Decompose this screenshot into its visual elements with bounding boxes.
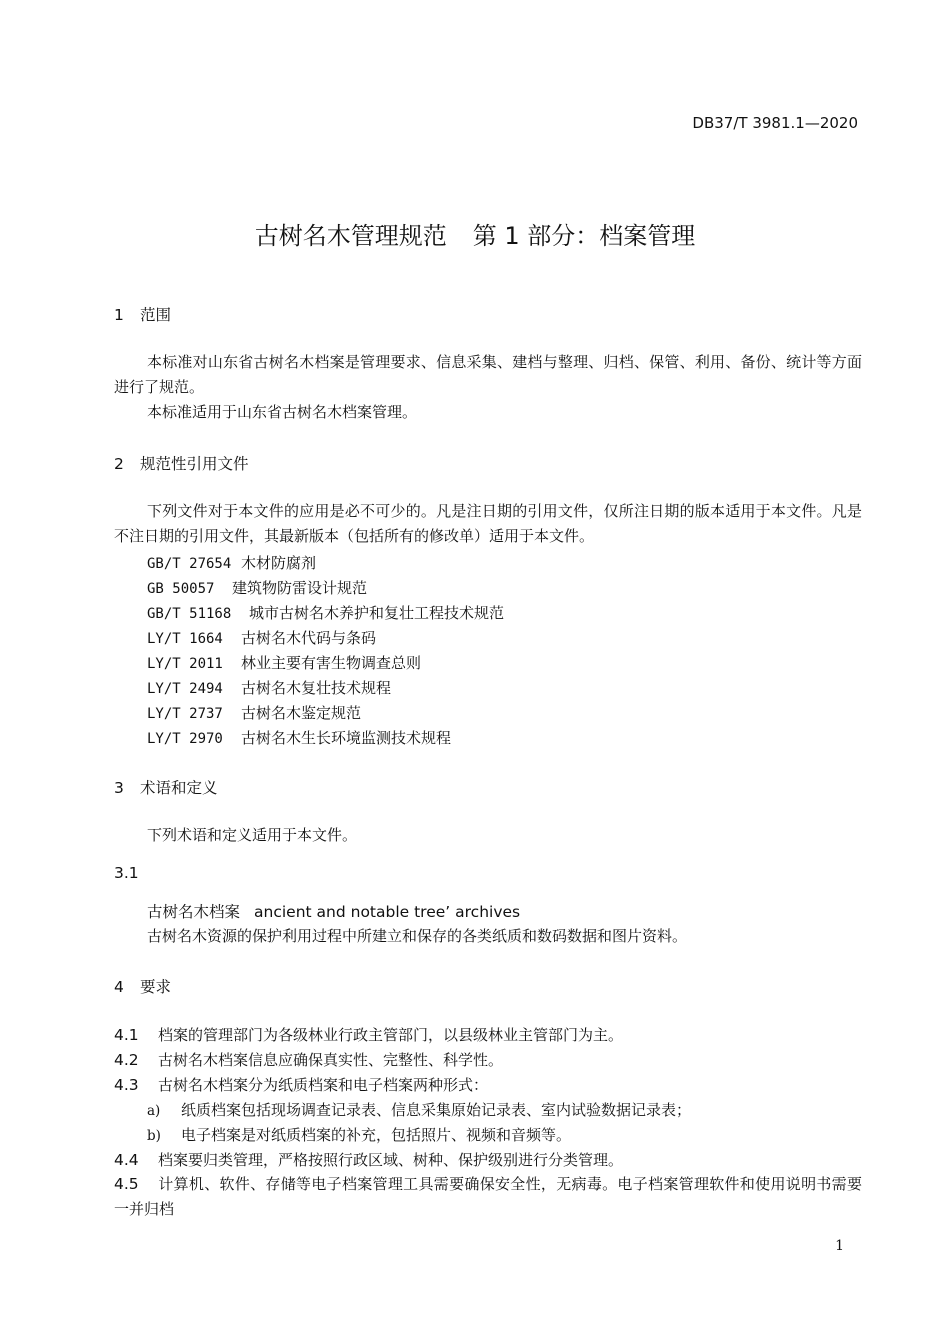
list-item: b) 电子档案是对纸质档案的补充，包括照片、视频和音频等。 [147,1126,572,1144]
title-part: 第 1 部分：档案管理 [472,222,696,250]
section-heading-normative-references: 2 规范性引用文件 [114,455,249,473]
reference-item: LY/T 2494 古树名木复壮技术规程 [147,679,392,697]
reference-item: LY/T 1664 古树名木代码与条码 [147,629,377,647]
term-chinese: 古树名木档案 [147,903,241,921]
document-title [0,216,950,251]
requirement-clause: 4.4 档案要归类管理，严格按照行政区域、树种、保护级别进行分类管理。 [114,1151,624,1169]
reference-item: LY/T 2737 古树名木鉴定规范 [147,704,362,722]
references-intro: 下列文件对于本文件的应用是必不可少的。凡是注日期的引用文件，仅所注日期的版本适用于本文件。凡是不注日期的引用文件，其最新版本（包括所有的修改单）适用于本文件。 [114,502,862,545]
section-heading-scope: 1 范围 [114,306,172,324]
reference-item: GB/T 51168 城市古树名木养护和复壮工程技术规范 [147,604,505,622]
term-number: 3.1 [114,864,139,882]
requirement-clause: 4.3 古树名木档案分为纸质档案和电子档案两种形式： [114,1076,489,1094]
reference-item: GB/T 27654 木材防腐剂 [147,554,317,572]
reference-item: LY/T 2011 林业主要有害生物调查总则 [147,654,422,672]
term-definition: 古树名木资源的保护利用过程中所建立和保存的各类纸质和数码数据和图片资料。 [147,927,688,945]
term-entry [147,900,520,922]
list-item: a) 纸质档案包括现场调查记录表、信息采集原始记录表、室内试验数据记录表； [147,1101,692,1119]
requirement-clause: 4.5 计算机、软件、存储等电子档案管理工具需要确保安全性，无病毒。电子档案管理软件和使用说明书需要一并归档 [114,1175,862,1218]
section-heading-terms: 3 术语和定义 [114,779,218,797]
page-number: 1 [835,1238,844,1254]
title-main: 古树名木管理规范 [254,222,447,250]
reference-item: GB 50057 建筑物防雷设计规范 [147,579,368,597]
standard-code: DB37/T 3981.1—2020 [692,114,858,132]
terms-intro: 下列术语和定义适用于本文件。 [147,826,358,844]
term-english: ancient and notable tree’ archives [254,903,521,921]
scope-paragraph-1: 本标准对山东省古树名木档案是管理要求、信息采集、建档与整理、归档、保管、利用、备份、统计等方面进行了规范。 [114,353,862,396]
section-heading-requirements: 4 要求 [114,978,172,996]
requirement-clause: 4.1 档案的管理部门为各级林业行政主管部门，以县级林业主管部门为主。 [114,1026,624,1044]
scope-paragraph-2: 本标准适用于山东省古树名木档案管理。 [147,403,418,421]
requirement-clause: 4.2 古树名木档案信息应确保真实性、完整性、科学性。 [114,1051,504,1069]
reference-item: LY/T 2970 古树名木生长环境监测技术规程 [147,729,452,747]
